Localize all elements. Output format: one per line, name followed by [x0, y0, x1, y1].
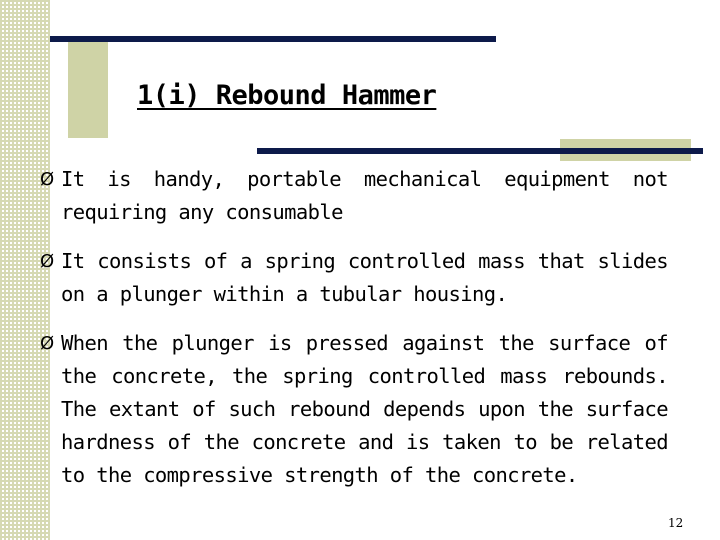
bullet-item: [40, 245, 668, 311]
decorative-line-middle: [257, 148, 703, 154]
arrow-bullet-icon: Ø: [40, 251, 54, 272]
decorative-block-top: [68, 40, 108, 138]
bullet-item: [40, 163, 668, 229]
decorative-line-top: [50, 36, 496, 42]
bullet-text: When the plunger is pressed against the surface of the concrete, the spring controlled mass rebounds. The extant of such rebound depends upon the surface hardness of the concrete and is taken to be related to the compressive strength of the concrete.: [61, 331, 668, 487]
arrow-bullet-icon: Ø: [40, 333, 54, 354]
bullet-item: [40, 327, 668, 492]
bullet-text: It is handy, portable mechanical equipment not requiring any consumable: [61, 167, 668, 224]
arrow-bullet-icon: Ø: [40, 169, 54, 190]
bullet-text: It consists of a spring controlled mass that slides on a plunger within a tubular housing.: [61, 249, 668, 306]
slide-number: 12: [668, 516, 684, 530]
slide-title: 1(i) Rebound Hammer: [137, 80, 437, 111]
bullet-list: [40, 163, 668, 492]
